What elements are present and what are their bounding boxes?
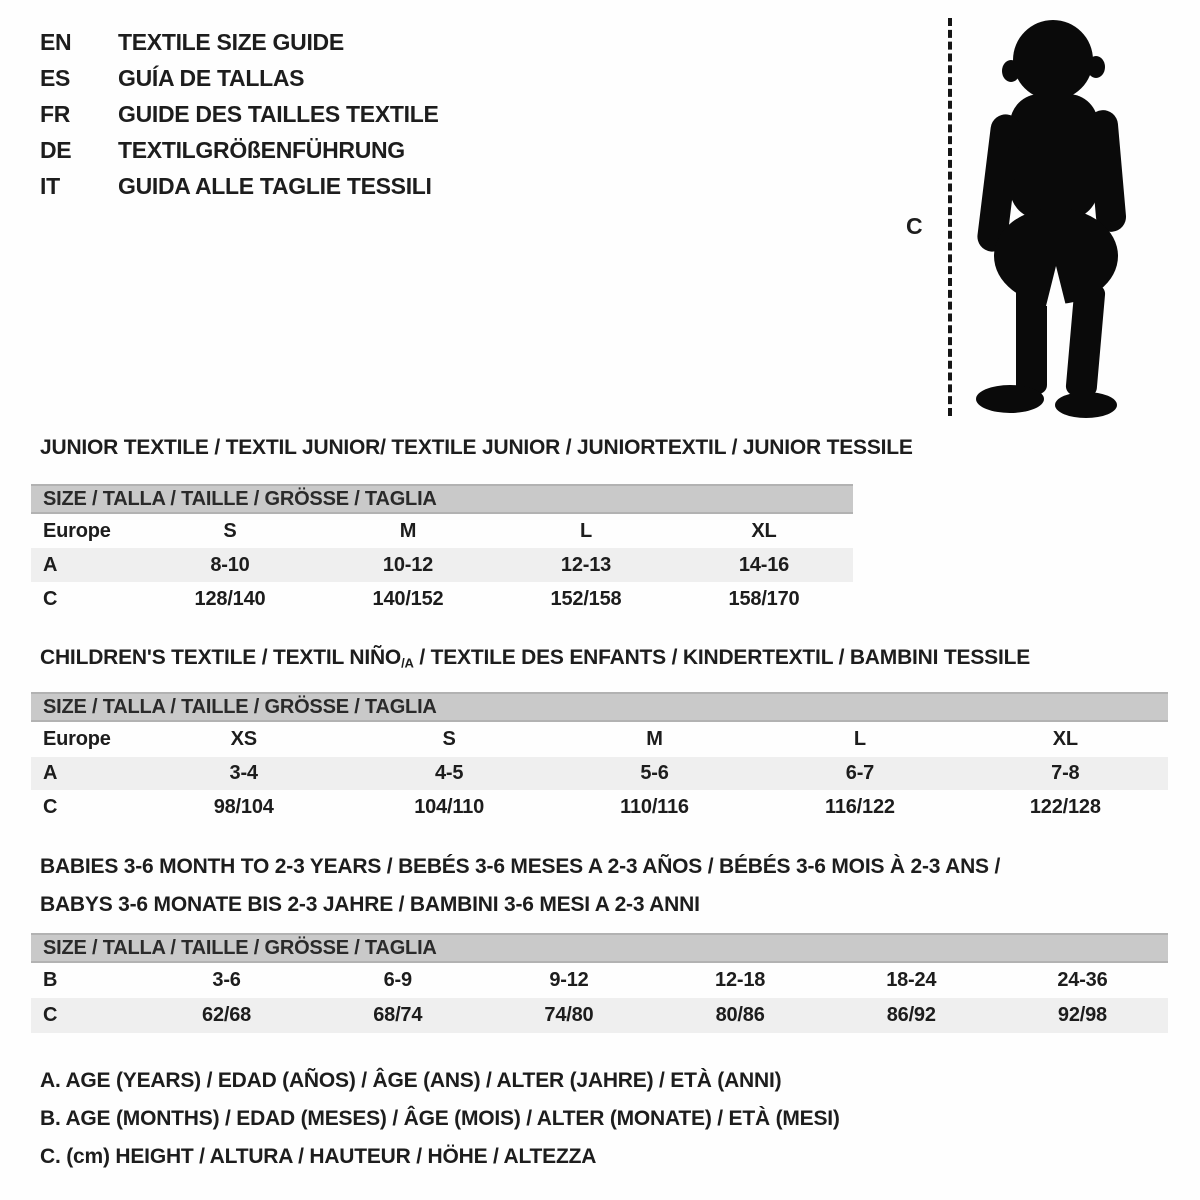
- size-cell: L: [579, 519, 593, 542]
- row-label: A: [43, 553, 58, 576]
- baby-silhouette-icon: [960, 16, 1140, 418]
- value-cell: 74/80: [544, 1004, 594, 1026]
- language-row-es: [40, 60, 439, 96]
- table-row: [31, 722, 1168, 757]
- language-row-fr: [40, 96, 439, 132]
- measurement-legend: [40, 1062, 840, 1176]
- row-label: Europe: [43, 728, 111, 750]
- size-cell: M: [646, 728, 663, 750]
- value-cell: 12-18: [715, 969, 766, 991]
- junior-size-table: [31, 484, 853, 616]
- children-title-pre: CHILDREN'S TEXTILE / TEXTIL NIÑO: [40, 646, 402, 669]
- table-row: [31, 582, 853, 616]
- value-cell: 3-6: [212, 969, 241, 991]
- language-title: GUÍA DE TALLAS: [118, 65, 305, 91]
- children-section-title: [40, 646, 1030, 671]
- value-cell: 3-4: [229, 762, 258, 784]
- language-title: TEXTILE SIZE GUIDE: [118, 29, 344, 55]
- table-row: [31, 790, 1168, 824]
- babies-title-line2: BABYS 3-6 MONATE BIS 2-3 JAHRE / BAMBINI 3-6 MESI A 2-3 ANNI: [40, 893, 700, 916]
- value-cell: 9-12: [549, 969, 589, 991]
- language-row-it: [40, 168, 439, 204]
- value-cell: 24-36: [1057, 969, 1108, 991]
- value-cell: 6-9: [383, 969, 412, 991]
- size-cell: L: [853, 728, 866, 750]
- value-cell: 92/98: [1057, 1004, 1107, 1026]
- value-cell: 80/86: [715, 1004, 765, 1026]
- table-row: [31, 998, 1168, 1033]
- babies-section-title: [40, 848, 1000, 924]
- height-measure-dashed-line: [948, 18, 952, 416]
- language-list: [40, 24, 439, 204]
- row-label: C: [43, 795, 58, 818]
- table-row: [31, 963, 1168, 998]
- language-code: FR: [40, 101, 71, 127]
- babies-size-table: [31, 933, 1168, 1033]
- legend-line-b: B. AGE (MONTHS) / EDAD (MESES) / ÂGE (MOIS) / ALTER (MONATE) / ETÀ (MESI): [40, 1107, 840, 1130]
- row-label: A: [43, 762, 58, 784]
- babies-title-line1: BABIES 3-6 MONTH TO 2-3 YEARS / BEBÉS 3-6 MESES A 2-3 AÑOS / BÉBÉS 3-6 MOIS À 2-3 ANS /: [40, 855, 1001, 878]
- value-cell: 62/68: [202, 1004, 252, 1026]
- value-cell: 8-10: [210, 553, 250, 576]
- language-code: DE: [40, 137, 72, 163]
- height-measure-label: C: [906, 213, 923, 239]
- value-cell: 68/74: [373, 1004, 423, 1026]
- language-title: GUIDA ALLE TAGLIE TESSILI: [118, 173, 432, 199]
- junior-section-title: JUNIOR TEXTILE / TEXTIL JUNIOR/ TEXTILE JUNIOR / JUNIORTEXTIL / JUNIOR TESSILE: [40, 436, 913, 459]
- size-cell: S: [442, 728, 456, 750]
- language-title: GUIDE DES TAILLES TEXTILE: [118, 101, 439, 127]
- table-row: [31, 757, 1168, 790]
- value-cell: 116/122: [825, 795, 895, 818]
- language-code: IT: [40, 173, 60, 199]
- value-cell: 12-13: [560, 553, 612, 576]
- table-row: [31, 514, 853, 548]
- row-label: C: [43, 1004, 58, 1026]
- value-cell: 122/128: [1029, 795, 1101, 818]
- row-label: B: [43, 969, 58, 991]
- value-cell: 152/158: [550, 587, 622, 610]
- value-cell: 86/92: [886, 1004, 936, 1026]
- size-cell: XS: [230, 728, 257, 750]
- value-cell: 5-6: [640, 762, 669, 784]
- size-cell: S: [223, 519, 237, 542]
- value-cell: 158/170: [728, 587, 800, 610]
- value-cell: 10-12: [382, 553, 434, 576]
- language-row-de: [40, 132, 439, 168]
- children-title-post: / TEXTILE DES ENFANTS / KINDERTEXTIL / BAMBINI TESSILE: [413, 646, 1031, 669]
- language-row-en: [40, 24, 439, 60]
- language-code: ES: [40, 65, 71, 91]
- size-header-band: SIZE / TALLA / TAILLE / GRÖSSE / TAGLIA: [31, 933, 1168, 963]
- children-title-sub: /A: [401, 655, 414, 671]
- value-cell: 98/104: [213, 795, 274, 818]
- language-title: TEXTILGRÖßENFÜHRUNG: [118, 137, 405, 163]
- row-label: C: [43, 587, 58, 610]
- value-cell: 104/110: [414, 795, 484, 818]
- value-cell: 7-8: [1051, 762, 1080, 784]
- legend-line-c: C. (cm) HEIGHT / ALTURA / HAUTEUR / HÖHE / ALTEZZA: [40, 1145, 597, 1168]
- language-code: EN: [40, 29, 72, 55]
- children-size-table: [31, 692, 1168, 824]
- legend-line-a: A. AGE (YEARS) / EDAD (AÑOS) / ÂGE (ANS) / ALTER (JAHRE) / ETÀ (ANNI): [40, 1069, 782, 1092]
- value-cell: 4-5: [434, 762, 464, 784]
- size-cell: XL: [1052, 728, 1078, 750]
- size-header-band: SIZE / TALLA / TAILLE / GRÖSSE / TAGLIA: [31, 692, 1168, 722]
- table-row: [31, 548, 853, 582]
- value-cell: 128/140: [194, 587, 266, 610]
- value-cell: 110/116: [620, 795, 689, 818]
- size-cell: XL: [751, 519, 777, 542]
- row-label: Europe: [43, 519, 111, 542]
- value-cell: 14-16: [738, 553, 790, 576]
- value-cell: 6-7: [845, 762, 875, 784]
- size-cell: M: [399, 519, 417, 542]
- value-cell: 140/152: [372, 587, 444, 610]
- value-cell: 18-24: [886, 969, 937, 991]
- size-header-band: SIZE / TALLA / TAILLE / GRÖSSE / TAGLIA: [31, 484, 853, 514]
